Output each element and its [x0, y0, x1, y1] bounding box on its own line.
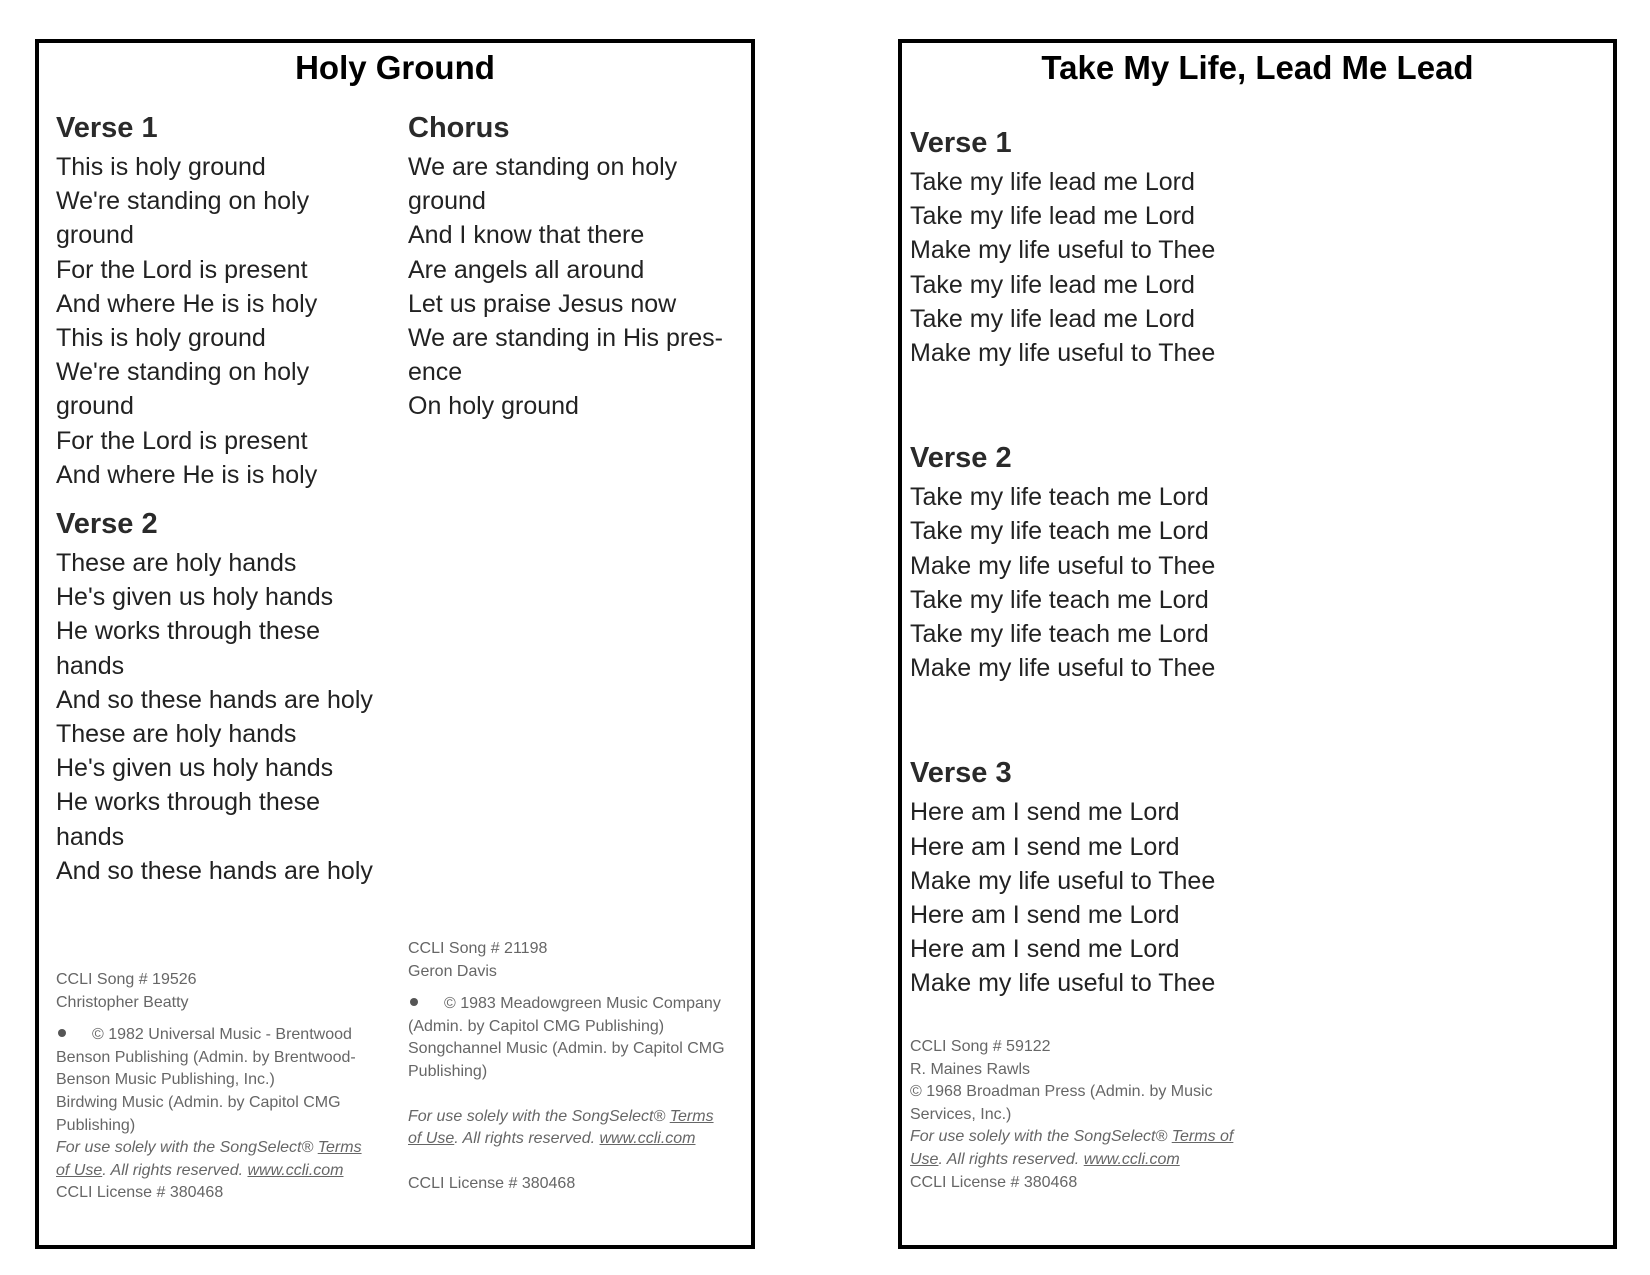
section-heading: Verse 2 [56, 508, 158, 541]
terms-link[interactable]: Use [910, 1150, 939, 1168]
lyric-line: Here am I send me Lord [910, 935, 1180, 964]
lyric-line: He works through these [56, 788, 321, 817]
lyric-line: Take my life lead me Lord [910, 270, 1195, 299]
copyright-line: © 1983 Meadowgreen Music Company [408, 993, 748, 1016]
ccli-link[interactable]: www.ccli.com [247, 1161, 344, 1179]
lyric-line: Take my life teach me Lord [910, 585, 1209, 614]
terms-link[interactable]: Terms of [1171, 1128, 1234, 1146]
ccli-license: CCLI License # 380468 [910, 1173, 1078, 1191]
song-title: Holy Ground [295, 49, 495, 86]
usage-notice: For use solely with the SongSelect® Terms of [910, 1128, 1234, 1146]
lyric-line: And where He is is holy [56, 460, 318, 489]
lyric-line: On holy ground [408, 392, 579, 421]
bullet-icon [410, 998, 418, 1006]
lyric-line: These are holy hands [56, 720, 297, 749]
copyright-line: © 1982 Universal Music - Brentwood [56, 1024, 396, 1047]
song-author: Geron Davis [408, 962, 497, 980]
song-sheet-holy-ground [35, 39, 755, 1249]
terms-link[interactable]: of Use [56, 1161, 103, 1179]
song-title: Take My Life, Lead Me Lead [1041, 49, 1474, 86]
copyright-line: Benson Publishing (Admin. by Brentwood- [56, 1048, 356, 1066]
lyrics-column-right [408, 110, 744, 424]
usage-notice: For use solely with the SongSelect® Terms [408, 1107, 714, 1125]
lyric-line: hands [56, 822, 125, 851]
usage-notice: of Use. All rights reserved. www.ccli.com [56, 1161, 344, 1179]
lyric-line: These are holy hands [56, 549, 297, 578]
copyright-line: Songchannel Music (Admin. by Capitol CMG [408, 1040, 725, 1058]
verse-2 [56, 506, 396, 888]
copyright-line: Birdwing Music (Admin. by Capitol CMG [56, 1093, 341, 1111]
lyric-line: And so these hands are holy [56, 856, 373, 885]
lyrics-column-left [56, 110, 396, 888]
lyric-line: ground [56, 392, 134, 421]
lyric-line: For the Lord is present [56, 426, 308, 455]
lyric-line: ground [408, 187, 486, 216]
copyright-line: Benson Music Publishing, Inc.) [56, 1071, 275, 1089]
lyric-line: Let us praise Jesus now [408, 289, 677, 318]
lyric-line: Take my life teach me Lord [910, 483, 1209, 512]
lyric-line: Take my life lead me Lord [910, 202, 1195, 231]
lyric-line: Are angels all around [408, 255, 645, 284]
lyric-line: Make my life useful to Thee [910, 969, 1216, 998]
section-heading: Verse 2 [910, 442, 1012, 475]
lyric-line: We are standing on holy [408, 153, 678, 181]
usage-notice: Use. All rights reserved. www.ccli.com [910, 1150, 1180, 1168]
lyric-line: Make my life useful to Thee [910, 551, 1216, 580]
lyric-line: Here am I send me Lord [910, 832, 1180, 861]
chorus [408, 110, 744, 424]
lyric-line: This is holy ground [56, 153, 266, 181]
lyric-line: ence [408, 358, 463, 387]
lyric-line: Make my life useful to Thee [910, 236, 1216, 265]
ccli-footer [56, 969, 396, 1205]
terms-link[interactable]: Terms [317, 1139, 362, 1157]
terms-link[interactable]: Terms [669, 1107, 714, 1125]
copyright-line: Publishing) [408, 1062, 488, 1080]
lyric-line: Take my life lead me Lord [910, 304, 1195, 333]
lyric-line: This is holy ground [56, 324, 266, 353]
bullet-icon [58, 1029, 66, 1037]
section-heading: Verse 1 [910, 127, 1012, 159]
lyric-line: And I know that there [408, 221, 645, 250]
lyric-line: Here am I send me Lord [910, 901, 1180, 930]
usage-notice: For use solely with the SongSelect® Terms [56, 1139, 362, 1157]
ccli-song-number: CCLI Song # 19526 [56, 971, 197, 988]
section-heading: Chorus [408, 112, 510, 144]
lyric-line: Here am I send me Lord [910, 798, 1180, 827]
ccli-footer [408, 938, 748, 1195]
lyric-line: Make my life useful to Thee [910, 339, 1216, 368]
ccli-song-number: CCLI Song # 59122 [910, 1038, 1051, 1055]
lyric-line: We are standing in His pres- [408, 324, 723, 353]
ccli-license: CCLI License # 380468 [56, 1184, 224, 1202]
song-author: R. Maines Rawls [910, 1060, 1031, 1078]
lyric-line: Take my life lead me Lord [910, 168, 1195, 196]
ccli-footer [910, 1036, 1270, 1194]
lyric-line: Make my life useful to Thee [910, 654, 1216, 683]
section-heading: Verse 1 [56, 112, 158, 144]
lyric-line: Take my life teach me Lord [910, 517, 1209, 546]
section-heading: Verse 3 [910, 757, 1012, 790]
copyright-line: © 1968 Broadman Press (Admin. by Music [910, 1083, 1213, 1101]
verse-1 [910, 125, 1310, 370]
lyric-line: Take my life teach me Lord [910, 620, 1209, 649]
lyric-line: We're standing on holy [56, 358, 310, 387]
verse-2 [910, 440, 1310, 685]
ccli-link[interactable]: www.ccli.com [599, 1130, 696, 1148]
lyric-line: He works through these [56, 617, 321, 646]
lyric-line: And so these hands are holy [56, 685, 373, 714]
lyric-line: He's given us holy hands [56, 754, 334, 783]
song-sheet-take-my-life [898, 39, 1617, 1249]
ccli-link[interactable]: www.ccli.com [1083, 1150, 1180, 1168]
terms-link[interactable]: of Use [408, 1130, 455, 1148]
usage-notice: of Use. All rights reserved. www.ccli.com [408, 1130, 696, 1148]
lyrics-column [910, 125, 1310, 1001]
lyric-line: ground [56, 221, 134, 250]
lyric-line: We're standing on holy [56, 187, 310, 216]
copyright-line: Publishing) [56, 1116, 136, 1134]
ccli-license: CCLI License # 380468 [408, 1174, 576, 1192]
lyric-line: hands [56, 651, 125, 680]
lyric-line: For the Lord is present [56, 255, 308, 284]
copyright-line: (Admin. by Capitol CMG Publishing) [408, 1017, 665, 1035]
lyric-line: Make my life useful to Thee [910, 866, 1216, 895]
ccli-song-number: CCLI Song # 21198 [408, 940, 548, 957]
verse-1 [56, 110, 396, 492]
song-author: Christopher Beatty [56, 993, 189, 1011]
lyric-line: And where He is is holy [56, 289, 318, 318]
lyric-line: He's given us holy hands [56, 583, 334, 612]
copyright-line: Services, Inc.) [910, 1105, 1012, 1123]
verse-3 [910, 755, 1310, 1000]
